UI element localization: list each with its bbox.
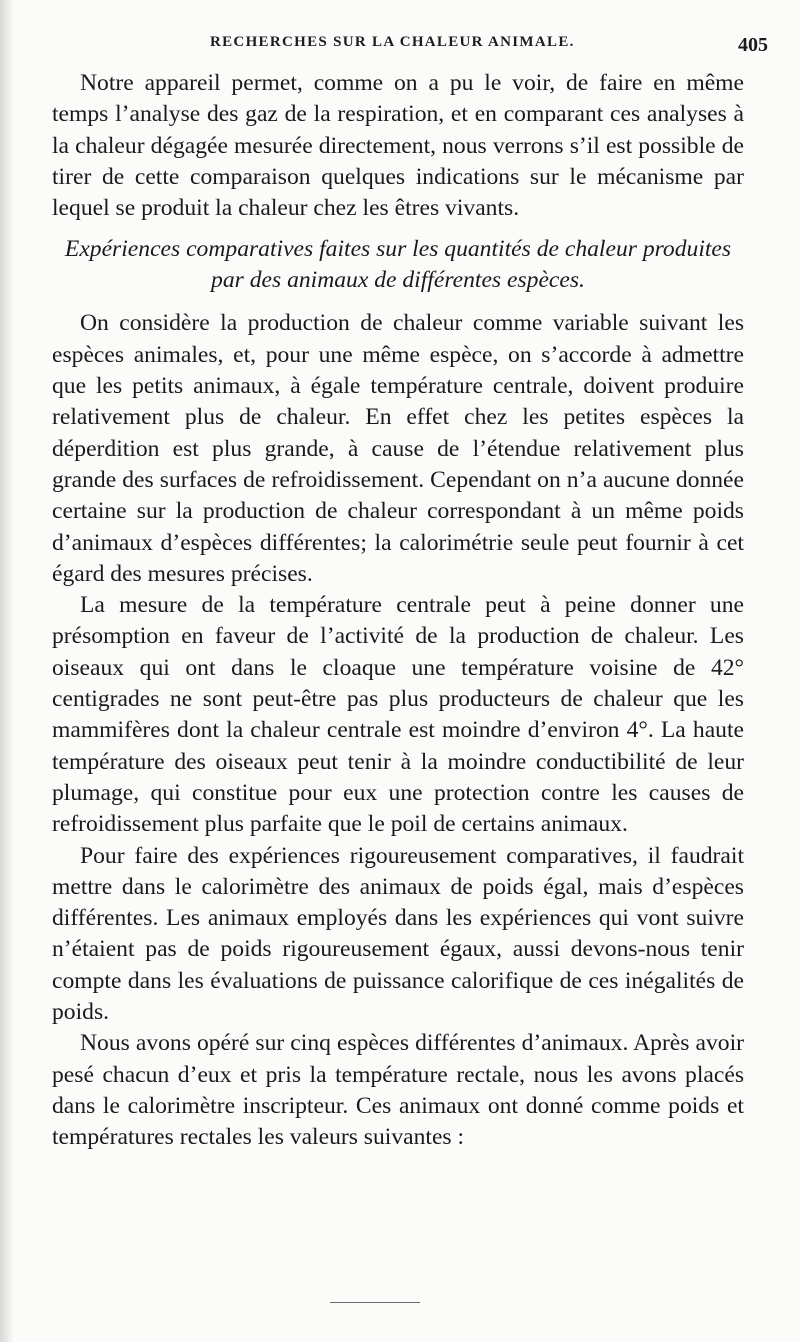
page-number: 405 [738,34,768,56]
running-header [56,34,768,58]
body-text [52,68,744,1154]
paragraph-3: La mesure de la température centrale peut à peine donner une présomption en faveur de l’activité de la production de chaleur. Les oiseaux qui ont dans le cloaque une température voisine de 42° centigrades ne sont peut-être pas plus producteurs de chaleur que les mammifères dont la chaleur centrale est moindre d’environ 4°. La haute température des oiseaux peut tenir à la moindre conductibilité de leur plumage, qui constitue pour eux une protection contre les causes de refroidissement plus parfaite que le poil de certains animaux. [52,592,744,838]
paragraph-4: Pour faire des expériences rigoureusement comparatives, il faudrait mettre dans le calorimètre des animaux de poids égal, mais d’espèces différentes. Les animaux employés dans les expériences qui vont suivre n’étaient pas de poids rigoureusement égaux, aussi devons-nous tenir compte dans les évaluations de puissance calorifique de ces inégalités de poids. [52,842,744,1026]
paragraph-1: Notre appareil permet, comme on a pu le voir, de faire en même temps l’analyse des gaz de la respiration, et en comparant ces analyses à la chaleur dégagée mesurée directement, nous verrons s’il est possible de tirer de cette comparaison quelques indications sur le mécanisme par lequel se produit la chaleur chez les êtres vivants. [52,70,744,222]
end-rule [330,1302,420,1303]
paragraph-5: Nous avons opéré sur cinq espèces différentes d’animaux. Après avoir pesé chacun d’eux et pris la température rectale, nous les avons placés dans le calorimètre inscripteur. Ces animaux ont donné comme poids et températures rectales les valeurs suivantes : [52,1030,744,1151]
page-edge-shadow [0,0,14,1342]
running-title: RECHERCHES SUR LA CHALEUR ANIMALE. [210,34,575,50]
paragraph-2: On considère la production de chaleur comme variable suivant les espèces animales, et, pour une même espèce, on s’accorde à admettre que les petits animaux, à égale température centrale, doivent produire relativement plus de chaleur. En effet chez les petites espèces la déperdition est plus grande, à cause de l’étendue relativement plus grande des surfaces de refroidissement. Cependant on n’a aucune donnée certaine sur la production de chaleur correspondant à un même poids d’animaux d’espèces différentes; la calorimétrie seule peut fournir à cet égard des mesures précises. [52,310,744,587]
section-heading: Expériences comparatives faites sur les quantités de chaleur produites par des animaux de différentes espèces. [64,236,732,294]
